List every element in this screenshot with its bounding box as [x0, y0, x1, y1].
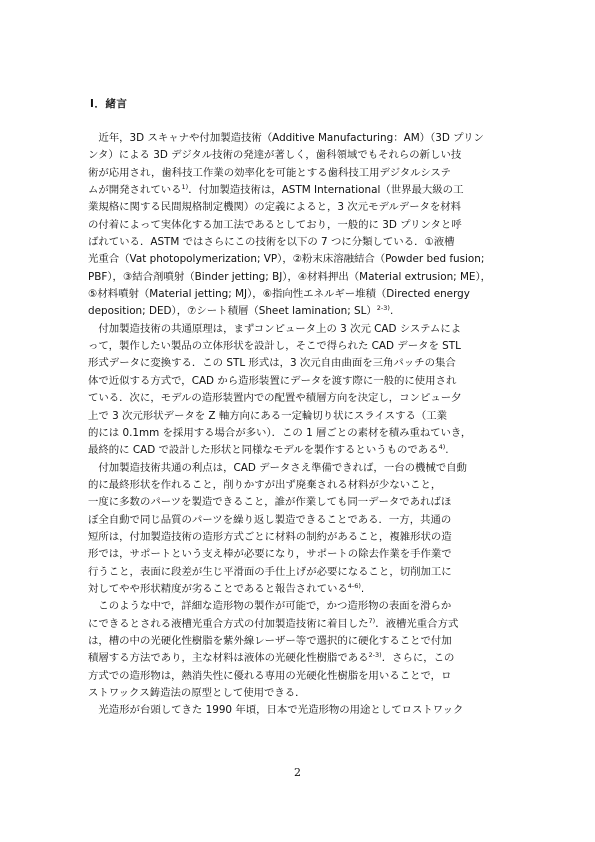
line-text: 体で近似する方式で，CAD から造形装置にデータを渡す際に一般的に使用され [88, 374, 457, 387]
line-text: ている．次に，モデルの造形装置内での配置や積層方向を決定し，コンピュー夕 [88, 392, 462, 405]
line-text: 術が応用され，歯科技工作業の効率化を可能とする歯科技工用デジタルシステ [88, 166, 451, 179]
text-line [88, 251, 513, 268]
text-line [88, 321, 513, 338]
line-text: ムが開発されている [88, 184, 182, 197]
line-text: 的には 0.1mm を採用する場合が多い）．この 1 層ごとの素材を積み重ねていき， [88, 426, 472, 439]
text-line [88, 130, 513, 147]
text-line [88, 477, 513, 494]
line-text-after: . [360, 582, 365, 595]
line-text: deposition; DED），⑦シート積層（Sheet lamination; SL） [88, 305, 377, 318]
text-line [88, 633, 513, 650]
line-text: ⑤材料噴射（Material jetting; MJ），⑥指向性エネルギー堆積（Directed energy [88, 288, 470, 301]
line-text: ばれている．ASTM ではさらにこの技術を以下の 7 つに分類している．①液槽 [88, 236, 455, 249]
line-text: 光重合（Vat photopolymerization; VP），②粉末床溶融結合（Powder bed fusion; [88, 253, 485, 266]
line-text: ストワックス鋳造法の原型として使用できる． [88, 687, 306, 699]
citation-ref: 4) [438, 443, 446, 452]
text-line [88, 338, 513, 355]
body-text [88, 130, 513, 720]
citation-ref: 2-3) [376, 304, 390, 313]
text-line [88, 286, 513, 303]
line-text: 付加製造技術共通の利点は，CAD データさえ準備できれば，一台の機械で自動 [88, 461, 467, 474]
line-text: 光造形が台頭してきた 1990 年頃，日本で光造形物の用途としてロストワック [88, 704, 464, 717]
line-text: ンタ）による 3D デジタル技術の発達が著しく，歯科領域でもそれらの新しい技 [88, 149, 462, 162]
line-text-after: ．さらに，この [381, 652, 455, 665]
text-line [88, 460, 513, 477]
text-line [88, 217, 513, 234]
line-text: の付着によって実体化する加工法であるとしており，一般的に 3D プリンタと呼 [88, 218, 462, 231]
line-text: ぼ全自動で同じ品質のパーツを繰り返し製造できることである．一方，共通の [88, 513, 452, 526]
text-line [88, 199, 513, 216]
text-line [88, 564, 513, 581]
citation-ref: 7) [368, 616, 376, 625]
line-text: PBF），③結合剤噴射（Binder jetting; BJ），④材料押出（Material extrusion; ME）， [88, 270, 492, 283]
line-text: 的に最終形状を作れること，削りかすが出ず廃棄される材料が少ないこと， [88, 478, 442, 491]
citation-ref: 1) [181, 183, 189, 192]
line-text: 業規格に関する民間規格制定機関）の定義によると，3 次元モデルデータを材料 [88, 201, 462, 214]
text-line [88, 234, 513, 251]
line-text-after: ．液槽光重合方式 [375, 617, 459, 630]
line-text-after: . [445, 444, 449, 457]
text-line [88, 408, 513, 425]
line-text: は，槽の中の光硬化性樹脂を紫外線レーザー等で選択的に硬化することで付加 [88, 634, 452, 647]
citation-ref: 2-3) [368, 651, 382, 660]
text-line [88, 390, 513, 407]
line-text: 上で 3 次元形状データを Z 軸方向にある一定輪切り状にスライスする（工業 [88, 409, 448, 422]
line-text: 短所は，付加製造技術の造形方式ごとに材料の制約があること，複雑形状の造 [88, 530, 452, 543]
line-text: 形式データに変換する．この STL 形式は，3 次元自由曲面を三角パッチの集合 [88, 357, 456, 370]
text-line [88, 581, 513, 598]
text-line [88, 147, 513, 164]
line-text: 対してやや形状精度が劣ることであると報告されている [88, 582, 348, 595]
line-text: 形では，サポートという支え棒が必要になり，サポートの除去作業を手作業で [88, 548, 452, 561]
text-line [88, 425, 513, 442]
text-line [88, 616, 513, 633]
text-line [88, 512, 513, 529]
section-heading: Ⅰ．緒言 [90, 98, 128, 110]
text-line [88, 355, 513, 372]
text-line [88, 373, 513, 390]
line-text: 最終的に CAD で設計した形状と同様なモデルを製作するというものである [88, 444, 439, 457]
line-text: このような中で，詳細な造形物の製作が可能で，かつ造形物の表面を滑らか [88, 600, 452, 613]
line-text: 積層する方法であり，主な材料は液体の光硬化性樹脂である [88, 652, 369, 665]
text-line [88, 668, 513, 685]
line-text: 近年，3D スキャナや付加製造技術（Additive Manufacturing：AM）（3D プリン [88, 132, 484, 144]
line-text: 付加製造技術の共通原理は，まずコンピュータ上の 3 次元 CAD システムによ [88, 322, 462, 335]
text-line [88, 182, 513, 199]
text-line [88, 546, 513, 563]
line-text: 方式での造形物は，熱消失性に優れる専用の光硬化性樹脂を用いることで，ロ [88, 669, 452, 682]
text-line [88, 494, 513, 511]
text-line [88, 269, 513, 286]
text-line [88, 685, 513, 702]
text-line [88, 165, 513, 182]
citation-ref: 4-6) [347, 581, 361, 590]
text-line [88, 598, 513, 615]
page-number: 2 [294, 766, 301, 779]
text-line [88, 303, 513, 320]
line-text-after: ．付加製造技術は，ASTM International（世界最大級の工 [188, 184, 464, 197]
text-line [88, 442, 513, 459]
text-line [88, 529, 513, 546]
line-text: って，製作したい製品の立体形状を設計し，そこで得られた CAD データを STL [88, 340, 461, 353]
line-text-after: . [389, 305, 394, 318]
text-line [88, 702, 513, 719]
text-line [88, 650, 513, 667]
line-text: 行うこと，表面に段差が生じ平滑面の手仕上げが必要になること，切削加工に [88, 565, 452, 578]
line-text: 一度に多数のパーツを製造できること，誰が作業しても同一データであればほ [88, 496, 452, 509]
line-text: にできるとされる液槽光重合方式の付加製造技術に着目した [88, 617, 369, 630]
